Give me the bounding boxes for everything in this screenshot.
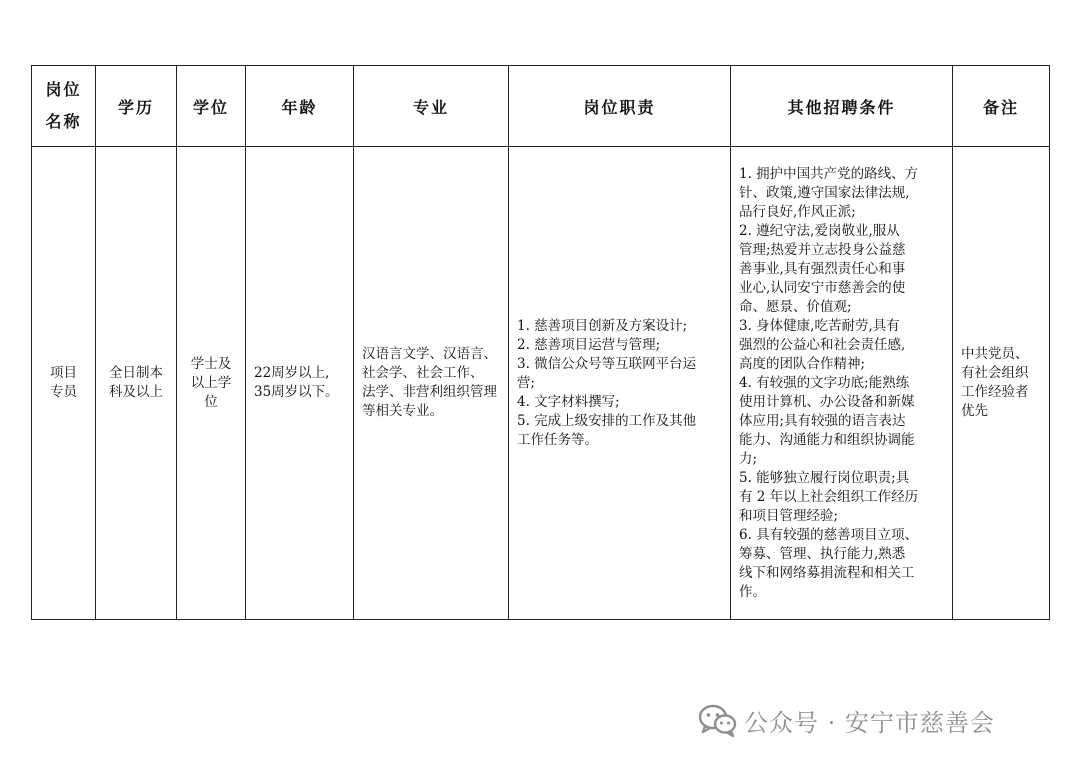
cell-education: 全日制本 科及以上: [96, 147, 177, 620]
header-duties: 岗位职责: [509, 66, 731, 147]
cell-position-name: 项目 专员: [32, 147, 96, 620]
cell-degree: 学士及 以上学 位: [177, 147, 246, 620]
cell-major: 汉语言文学、汉语言、 社会学、社会工作、 法学、非营利组织管理 等相关专业。: [354, 147, 509, 620]
recruitment-table: [31, 65, 1050, 620]
header-position-name-line2: 名称: [45, 112, 82, 131]
header-education: 学历: [96, 66, 177, 147]
cell-duties: 1. 慈善项目创新及方案设计; 2. 慈善项目运营与管理; 3. 微信公众号等互联网平台运 营; 4. 文字材料撰写; 5. 完成上级安排的工作及其他 工作任务等。: [509, 147, 731, 620]
header-age: 年龄: [246, 66, 354, 147]
header-major: 专业: [354, 66, 509, 147]
cell-age: 22周岁以上, 35周岁以下。: [246, 147, 354, 620]
header-position-name: [32, 66, 96, 147]
table-header-row: [32, 66, 1050, 147]
watermark: [698, 700, 995, 740]
header-other-conditions: 其他招聘条件: [731, 66, 953, 147]
header-position-name-line1: 岗位: [45, 80, 82, 99]
wechat-icon: [698, 702, 738, 738]
header-remarks: 备注: [953, 66, 1050, 147]
header-degree: 学位: [177, 66, 246, 147]
cell-remarks: 中共党员、 有社会组织 工作经验者 优先: [953, 147, 1050, 620]
cell-other-conditions: 1. 拥护中国共产党的路线、方 针、政策,遵守国家法律法规, 品行良好,作风正派; 2. 遵纪守法,爱岗敬业,服从 管理;热爱并立志投身公益慈 善事业,具有强烈责任心和事 业心,认同安宁市慈善会的使 命、愿景、价值观; 3. 身体健康,吃苦耐劳,具有 强烈的公益心和社会责任感, 高度的团队合作精神; 4. 有较强的文字功底;能熟练 使用计算机、办公设备和新媒 体应用;具有较强的语言表达 能力、沟通能力和组织协调能 力; 5. 能够独立履行岗位职责;具 有 2 年以上社会组织工作经历 和项目管理经验; 6. 具有较强的慈善项目立项、 筹募、管理、执行能力,熟悉 线下和网络募捐流程和相关工 作。: [731, 147, 953, 620]
watermark-text: 公众号 · 安宁市慈善会: [744, 708, 995, 737]
table-row: [32, 147, 1050, 620]
